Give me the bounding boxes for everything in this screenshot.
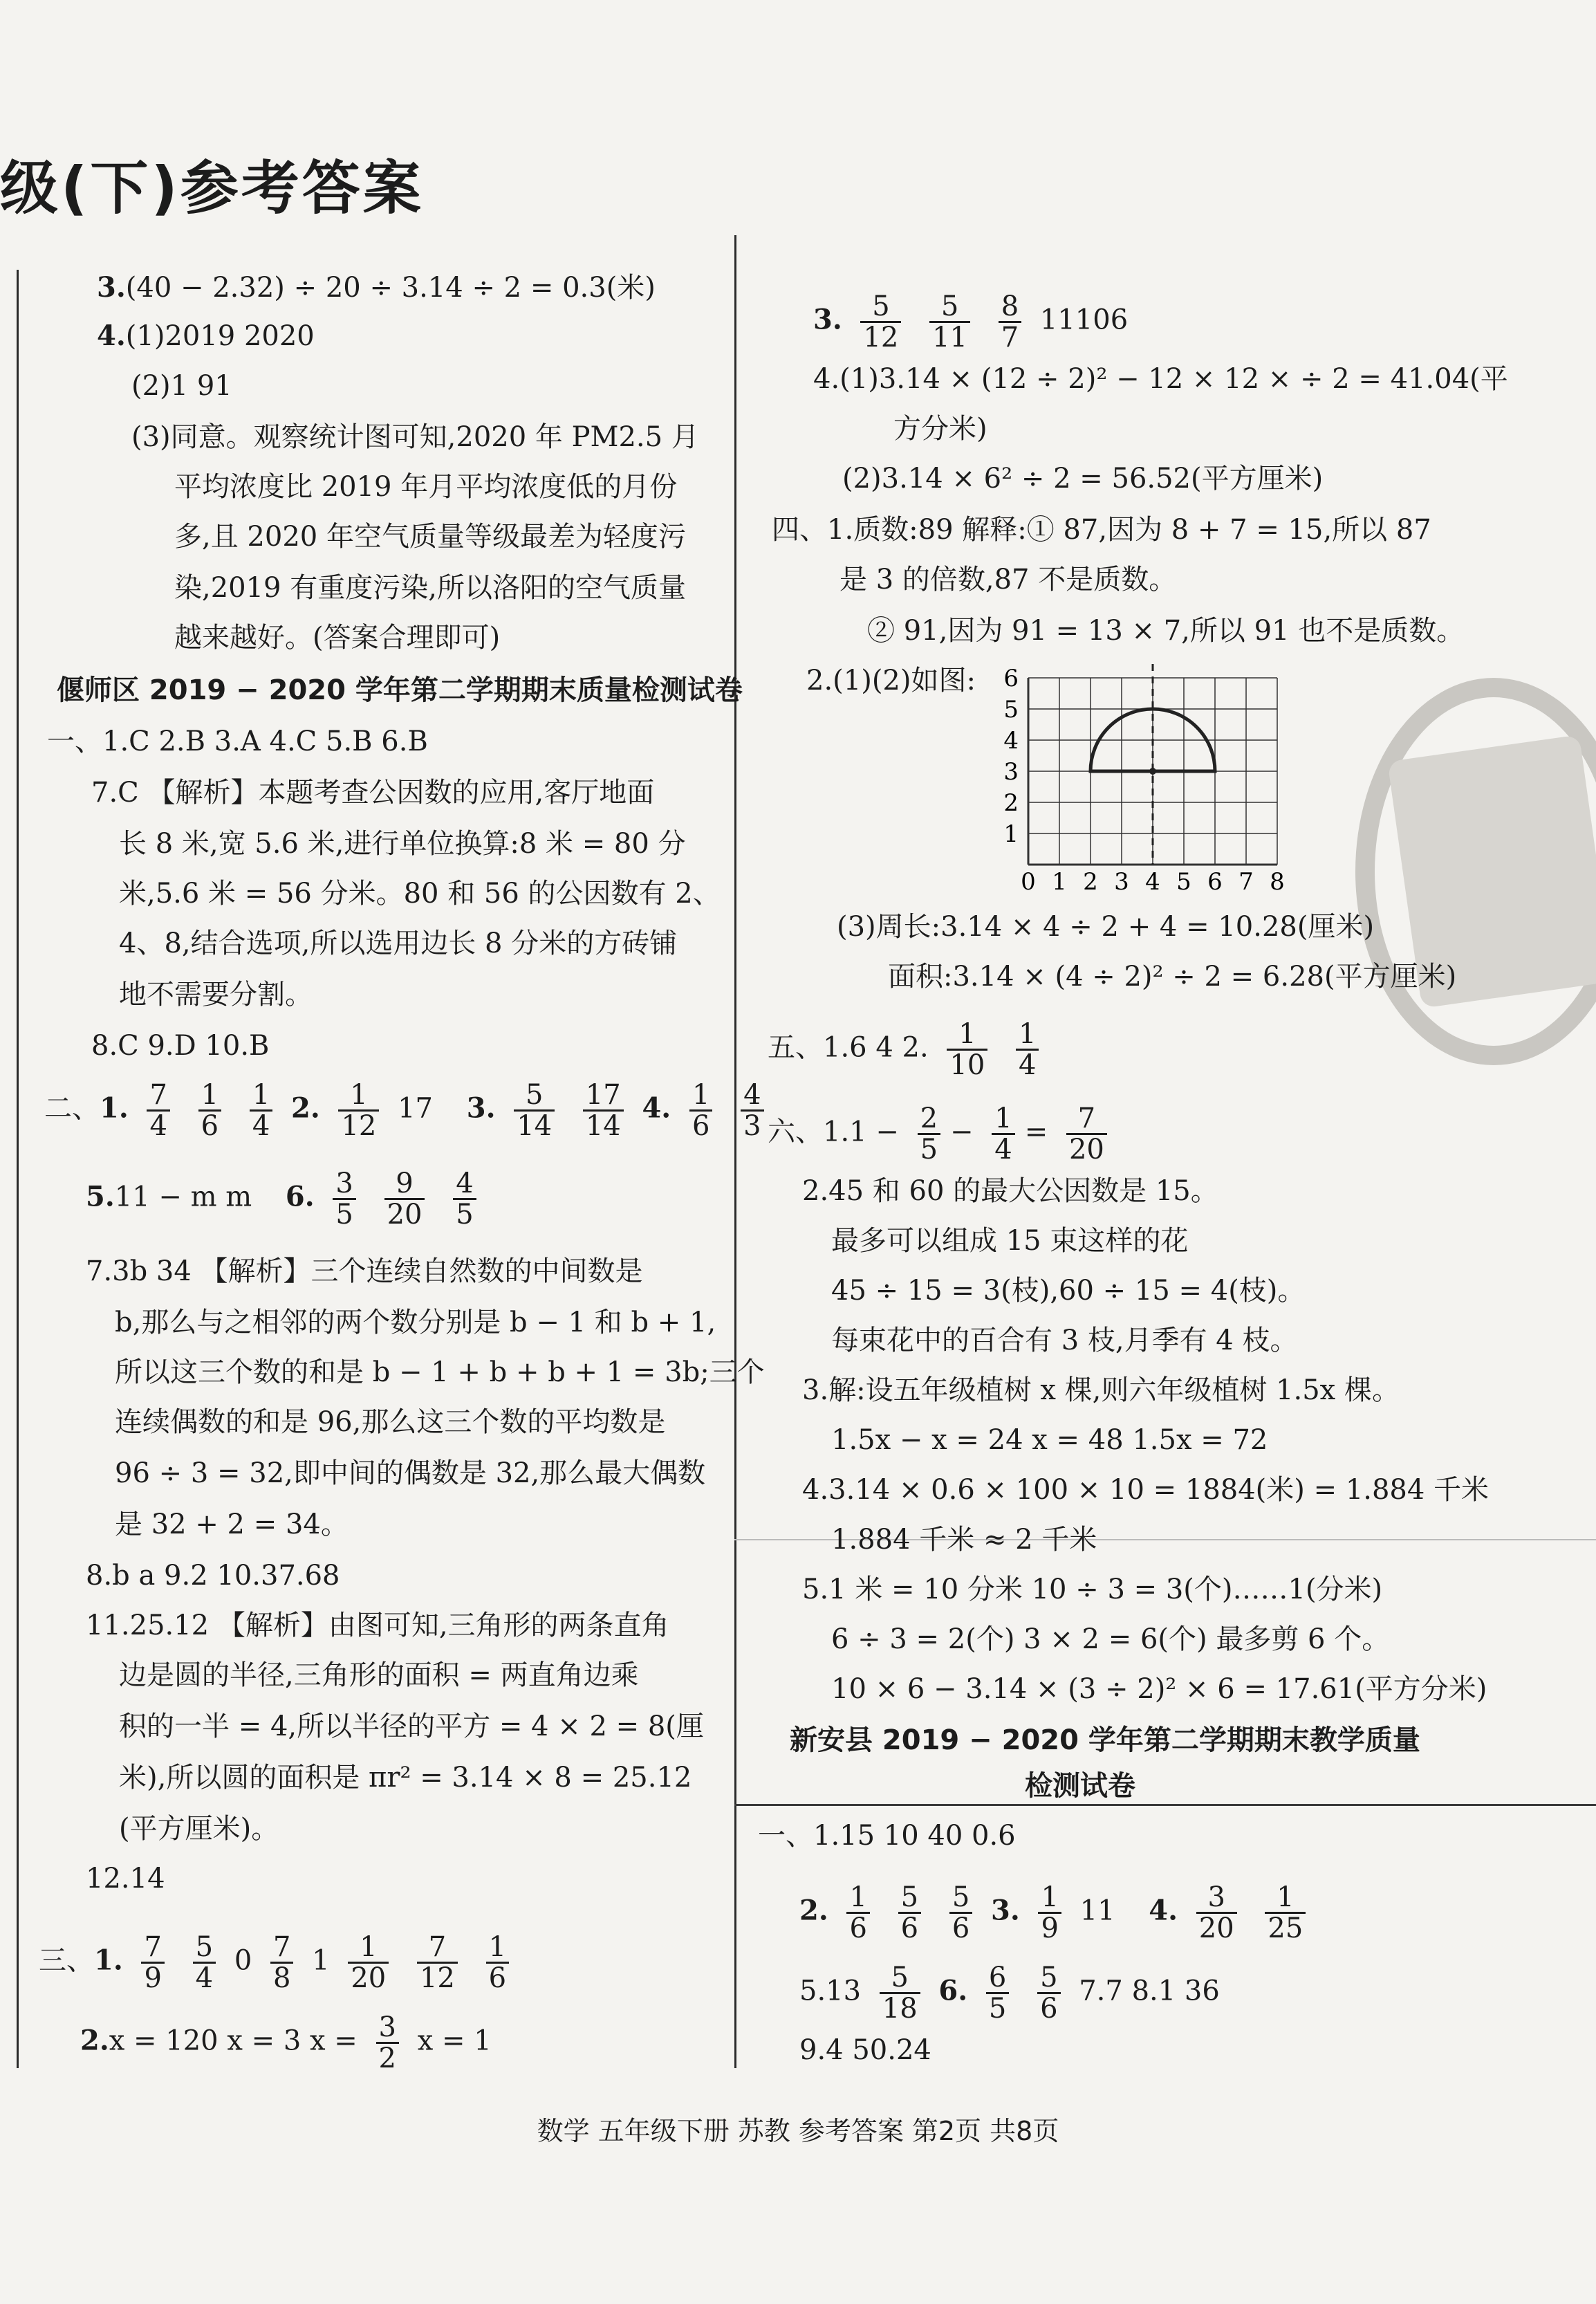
section-title-xinan-cont: 检测试卷 [1025,1770,1135,1802]
answer-line: (2)1 91 [131,370,232,402]
answer-line: 11.25.12 【解析】由图可知,三角形的两条直角 [86,1610,669,1641]
grid-figure [996,664,1293,892]
x-tick-label: 1 [1052,868,1067,892]
fraction-line: 3. $\frac{5}{12}$ $\frac{5}{11}$ $\frac{8}{7}$ 11106 [813,291,1129,353]
answer-line: 长 8 米,宽 5.6 米,进行单位换算:8 米 = 80 分 [119,828,686,860]
answer-line: 5.1 米 = 10 分米 10 ÷ 3 = 3(个)……1(分米) [802,1574,1383,1605]
answer-line: 米,5.6 米 = 56 分米。80 和 56 的公因数有 2、 [119,878,721,910]
x-tick-label: 3 [1114,868,1129,892]
answer-line: 7.C 【解析】本题考查公因数的应用,客厅地面 [91,777,655,809]
column-divider [734,235,736,2068]
y-tick-label: 1 [1003,820,1019,848]
answer-line: 6 ÷ 3 = 2(个) 3 × 2 = 6(个) 最多剪 6 个。 [831,1623,1390,1655]
answer-line: 是 32 + 2 = 34。 [115,1509,349,1540]
answer-line: 多,且 2020 年空气质量等级最差为轻度污 [174,521,686,553]
answer-line: (3)周长:3.14 × 4 ÷ 2 + 4 = 10.28(厘米) [837,911,1375,943]
fraction-line: 2. $\frac{1}{6}$ $\frac{5}{6}$ $\frac{5}{6}$ 3. $\frac{1}{9}$ 11 4. $\frac{3}{20}$ $\frac{1}{25}$ [799,1883,1315,1943]
answer-line: 平均浓度比 2019 年月平均浓度低的月份 [174,471,678,503]
x-tick-label: 2 [1083,868,1098,892]
fraction-line: 三、1. $\frac{7}{9}$ $\frac{5}{4}$ 0 $\frac{7}{8}$ 1 $\frac{1}{20}$ $\frac{7}{12}$ $\frac{1}{6}$ [39,1933,519,1993]
answer-line: 2.45 和 60 的最大公因数是 15。 [802,1175,1218,1207]
x-tick-label: 5 [1176,868,1191,892]
answer-line: (3)同意。观察统计图可知,2020 年 PM2.5 月 [131,421,699,453]
answer-line: 8.C 9.D 10.B [91,1030,270,1062]
answer-line: 3.解:设五年级植树 x 棵,则六年级植树 1.5x 棵。 [802,1374,1400,1406]
answer-line: 10 × 6 − 3.14 × (3 ÷ 2)² × 6 = 17.61(平方分米) [831,1673,1487,1705]
x-tick-label: 4 [1145,868,1160,892]
answer-line: 1.884 千米 ≈ 2 千米 [831,1524,1097,1556]
fraction-line: 5.13 $\frac{5}{18}$ 6. $\frac{6}{5}$ $\frac{5}{6}$ 7.7 8.1 36 [799,1962,1220,2025]
grid-ticks [1003,665,1284,892]
y-tick-label: 6 [1003,665,1019,692]
y-tick-label: 5 [1003,696,1019,724]
answer-line: 96 ÷ 3 = 32,即中间的偶数是 32,那么最大偶数 [115,1457,706,1489]
answer-line: 最多可以组成 15 束这样的花 [831,1225,1189,1257]
fraction-line: 2.x = 120 x = 3 x = $\frac{3}{2}$ x = 1 [80,2011,492,2074]
x-tick-label: 6 [1207,868,1223,892]
section-title-xinan: 新安县 2019 − 2020 学年第二学期期末教学质量 [790,1724,1420,1756]
answer-line: 4.3.14 × 0.6 × 100 × 10 = 1884(米) = 1.884 千米 [802,1474,1490,1506]
answer-line: 4.(1)3.14 × (12 ÷ 2)² − 12 × 12 × ÷ 2 = 41.04(平 [813,363,1508,395]
answer-line: 所以这三个数的和是 b − 1 + b + b + 1 = 3b;三个 [115,1356,765,1388]
answer-line: 连续偶数的和是 96,那么这三个数的平均数是 [115,1406,666,1438]
page-footer: 数学 五年级下册 苏教 参考答案 第2页 共8页 [537,2116,1059,2146]
answer-line: 45 ÷ 15 = 3(枝),60 ÷ 15 = 4(枝)。 [831,1275,1306,1307]
answer-line: 米),所以圆的面积是 πr² = 3.14 × 8 = 25.12 [119,1762,692,1794]
answer-line: 4、8,结合选项,所以选用边长 8 分米的方砖铺 [119,928,678,959]
x-tick-label: 0 [1021,868,1036,892]
answer-line: 方分米) [893,413,987,445]
answer-line: (2)3.14 × 6² ÷ 2 = 56.52(平方厘米) [842,463,1324,495]
center-point [1149,768,1156,775]
fraction-line: 5.11 − m m 6. $\frac{3}{5}$ $\frac{9}{20}$ $\frac{4}{5}$ [86,1169,486,1229]
answer-line: 8.b a 9.2 10.37.68 [86,1560,340,1592]
answer-line: b,那么与之相邻的两个数分别是 b − 1 和 b + 1, [115,1307,716,1338]
answer-line: (平方厘米)。 [119,1813,279,1845]
left-margin-rule [17,270,19,2068]
answer-line: 7.3b 34 【解析】三个连续自然数的中间数是 [86,1255,643,1287]
answer-line: 四、1.质数:89 解释:① 87,因为 8 + 7 = 15,所以 87 [772,514,1431,546]
answer-line: 12.14 [86,1863,165,1895]
answer-line: 3.(40 − 2.32) ÷ 20 ÷ 3.14 ÷ 2 = 0.3(米) [97,271,656,304]
x-tick-label: 8 [1270,868,1285,892]
y-tick-label: 3 [1003,758,1019,786]
fraction-line: 五、1.6 4 2. $\frac{1}{10}$ $\frac{1}{4}$ [768,1020,1048,1080]
answer-line: 边是圆的半径,三角形的面积 = 两直角边乘 [119,1659,639,1691]
y-tick-label: 2 [1003,789,1019,817]
answer-line: ② 91,因为 91 = 13 × 7,所以 91 也不是质数。 [867,615,1465,647]
section-divider [734,1804,1596,1806]
answer-line: 是 3 的倍数,87 不是质数。 [839,564,1177,596]
fraction-line: 二、1. $\frac{7}{4}$ $\frac{1}{6}$ $\frac{1}{4}$ 2. $\frac{1}{12}$ 17 3. $\frac{5}{14}$ $\frac{17}{14}$ 4. $\frac{1}{6}$ $\frac{4}{3}$ [44,1080,774,1141]
y-tick-label: 4 [1003,727,1019,755]
answer-line: 2.(1)(2)如图: [806,665,976,697]
answer-line: 每束花中的百合有 3 枝,月季有 4 枝。 [831,1325,1298,1356]
section-title-yanshi: 偃师区 2019 − 2020 学年第二学期期末质量检测试卷 [57,674,743,706]
answer-line: 4.(1)2019 2020 [97,320,315,352]
x-tick-label: 7 [1238,868,1254,892]
answer-line: 1.5x − x = 24 x = 48 1.5x = 72 [831,1424,1268,1456]
answer-line: 9.4 50.24 [799,2034,931,2066]
answer-line: 一、1.C 2.B 3.A 4.C 5.B 6.B [47,726,428,757]
answer-line: 一、1.15 10 40 0.6 [758,1820,1016,1852]
answer-line: 积的一半 = 4,所以半径的平方 = 4 × 2 = 8(厘 [119,1711,704,1742]
answer-line: 越来越好。(答案合理即可) [174,622,501,654]
answer-line: 染,2019 有重度污染,所以洛阳的空气质量 [174,572,686,604]
page-title: 级(下)参考答案 [0,154,424,222]
fraction-line: 六、1.1 − $\frac{2}{5}$ − $\frac{1}{4}$ = $\frac{7}{20}$ [768,1104,1117,1164]
answer-line: 地不需要分割。 [119,979,313,1011]
answer-line: 面积:3.14 × (4 ÷ 2)² ÷ 2 = 6.28(平方厘米) [888,961,1457,993]
